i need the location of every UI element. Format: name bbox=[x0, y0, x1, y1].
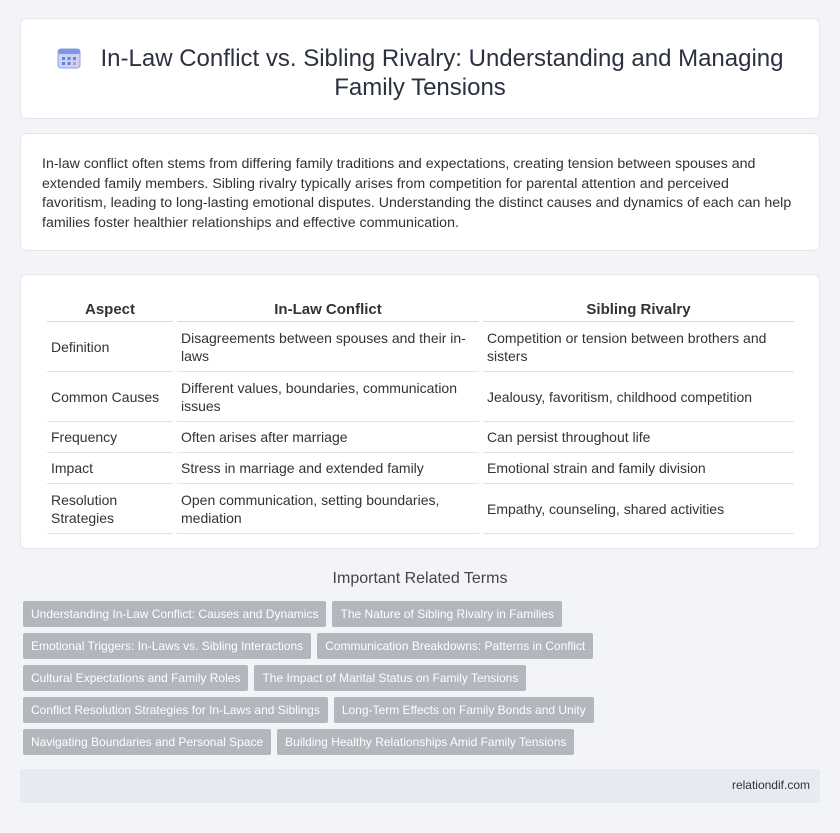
related-tag[interactable]: Communication Breakdowns: Patterns in Conflict bbox=[317, 633, 593, 659]
table-cell: Impact bbox=[47, 453, 173, 484]
intro-paragraph: In-law conflict often stems from differing family traditions and expectations, creating tension between spouses and extended family members. Sibling rivalry typically arises from competition for parental attention and perceived favoritism, leading to long-lasting emotional disputes. Understanding the distinct causes and dynamics of each can help families foster healthier relationships and effective communication. bbox=[42, 156, 792, 231]
table-cell: Definition bbox=[47, 322, 173, 372]
related-tag[interactable]: Conflict Resolution Strategies for In-Laws and Siblings bbox=[23, 697, 328, 723]
table-cell: Open communication, setting boundaries, mediation bbox=[177, 484, 479, 534]
calendar-icon bbox=[56, 47, 82, 69]
intro-card bbox=[20, 133, 820, 251]
header-sibling-rivalry: Sibling Rivalry bbox=[483, 295, 794, 322]
table-row bbox=[47, 422, 794, 453]
comparison-table-card bbox=[20, 274, 820, 549]
table-row bbox=[47, 372, 794, 422]
table-cell: Stress in marriage and extended family bbox=[177, 453, 479, 484]
header-aspect: Aspect bbox=[47, 295, 173, 322]
table-row bbox=[47, 484, 794, 534]
table-cell: Empathy, counseling, shared activities bbox=[483, 484, 794, 534]
related-tag[interactable]: Navigating Boundaries and Personal Space bbox=[23, 729, 271, 755]
table-cell: Common Causes bbox=[47, 372, 173, 422]
related-tag[interactable]: Long-Term Effects on Family Bonds and Unity bbox=[334, 697, 594, 723]
table-cell: Resolution Strategies bbox=[47, 484, 173, 534]
related-tag[interactable]: The Impact of Marital Status on Family Tensions bbox=[254, 665, 526, 691]
table-header-row bbox=[47, 295, 794, 322]
header-in-law-conflict: In-Law Conflict bbox=[177, 295, 479, 322]
related-tag[interactable]: Understanding In-Law Conflict: Causes and Dynamics bbox=[23, 601, 326, 627]
table-row bbox=[47, 322, 794, 372]
table-cell: Jealousy, favoritism, childhood competition bbox=[483, 372, 794, 422]
footer bbox=[20, 769, 820, 803]
comparison-table bbox=[43, 295, 798, 534]
page-title bbox=[21, 44, 819, 102]
related-tag[interactable]: The Nature of Sibling Rivalry in Families bbox=[332, 601, 561, 627]
page-title-text: In-Law Conflict vs. Sibling Rivalry: Understanding and Managing Family Tensions bbox=[100, 45, 784, 101]
table-cell: Disagreements between spouses and their in-laws bbox=[177, 322, 479, 372]
table-cell: Emotional strain and family division bbox=[483, 453, 794, 484]
related-tag[interactable]: Emotional Triggers: In-Laws vs. Sibling Interactions bbox=[23, 633, 311, 659]
related-terms-title: Important Related Terms bbox=[332, 570, 508, 587]
footer-site-link[interactable]: relationdif.com bbox=[731, 778, 810, 792]
table-cell: Frequency bbox=[47, 422, 173, 453]
table-row bbox=[47, 453, 794, 484]
table-cell: Competition or tension between brothers and sisters bbox=[483, 322, 794, 372]
related-tag[interactable]: Building Healthy Relationships Amid Family Tensions bbox=[277, 729, 574, 755]
table-cell: Often arises after marriage bbox=[177, 422, 479, 453]
table-cell: Different values, boundaries, communication issues bbox=[177, 372, 479, 422]
related-tag[interactable]: Cultural Expectations and Family Roles bbox=[23, 665, 248, 691]
header-card bbox=[20, 18, 820, 119]
related-terms-tags bbox=[23, 601, 823, 761]
table-cell: Can persist throughout life bbox=[483, 422, 794, 453]
